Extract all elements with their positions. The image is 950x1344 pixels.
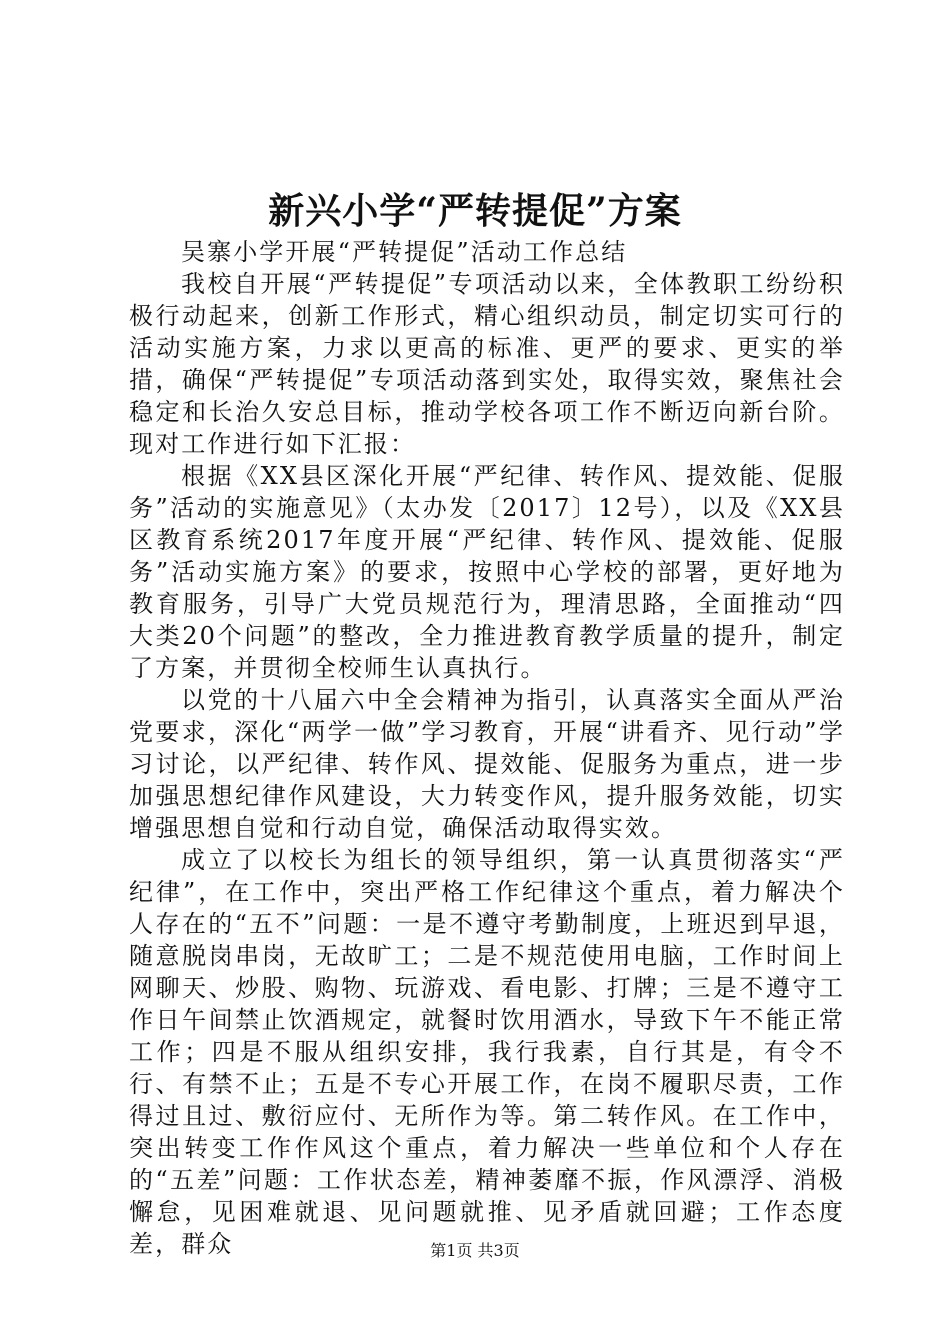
document-title: 新兴小学“严转提促”方案 [268,190,682,232]
paragraph-basis: 根据《XX县区深化开展“严纪律、转作风、提效能、促服务”活动的实施意见》（太办发〔2017〕12号），以及《XX县区教育系统2017年度开展“严纪律、转作风、提效能、促服务”活动实施方案》的要求，按照中心学校的部署，更好地为教育服务，引导广大党员规范行为，理清思路，全面推动“四大类20个问题”的整改，全力推进教育教学质量的提升，制定了方案，并贯彻全校师生认真执行。 [129,462,845,682]
page-footer: 第1页 共3页 [430,1241,520,1260]
paragraph-measures: 成立了以校长为组长的领导组织，第一认真贯彻落实“严纪律”，在工作中，突出严格工作纪律这个重点，着力解决个人存在的“五不”问题：一是不遵守考勤制度，上班迟到早退，随意脱岗串岗，无故旷工；二是不规范使用电脑，工作时间上网聊天、炒股、购物、玩游戏、看电影、打牌；三是不遵守工作日午间禁止饮酒规定，就餐时饮用酒水，导致下午不能正常工作；四是不服从组织安排，我行我素，自行其是，有令不行、有禁不止；五是不专心开展工作，在岗不履职尽责，工作得过且过、敷衍应付、无所作为等。第二转作风。在工作中，突出转变工作作风这个重点，着力解决一些单位和个人存在的“五差”问题：工作状态差，精神萎靡不振，作风漂浮、消极懈怠，见困难就退、见问题就推、见矛盾就回避；工作态度差，群众 [129,846,845,1258]
document-body [129,236,845,1260]
paragraph-subtitle: 吴寨小学开展“严转提促”活动工作总结 [181,238,628,266]
paragraph-guidance: 以党的十八届六中全会精神为指引，认真落实全面从严治党要求，深化“两学一做”学习教育，开展“讲看齐、见行动”学习讨论，以严纪律、转作风、提效能、促服务为重点，进一步加强思想纪律作风建设，大力转变作风，提升服务效能，切实增强思想自觉和行动自觉，确保活动取得实效。 [129,686,845,842]
paragraph-intro: 我校自开展“严转提促”专项活动以来，全体教职工纷纷积极行动起来，创新工作形式，精心组织动员，制定切实可行的活动实施方案，力求以更高的标准、更严的要求、更实的举措，确保“严转提促”专项活动落到实处，取得实效，聚焦社会稳定和长治久安总目标，推动学校各项工作不断迈向新台阶。现对工作进行如下汇报： [129,270,845,458]
